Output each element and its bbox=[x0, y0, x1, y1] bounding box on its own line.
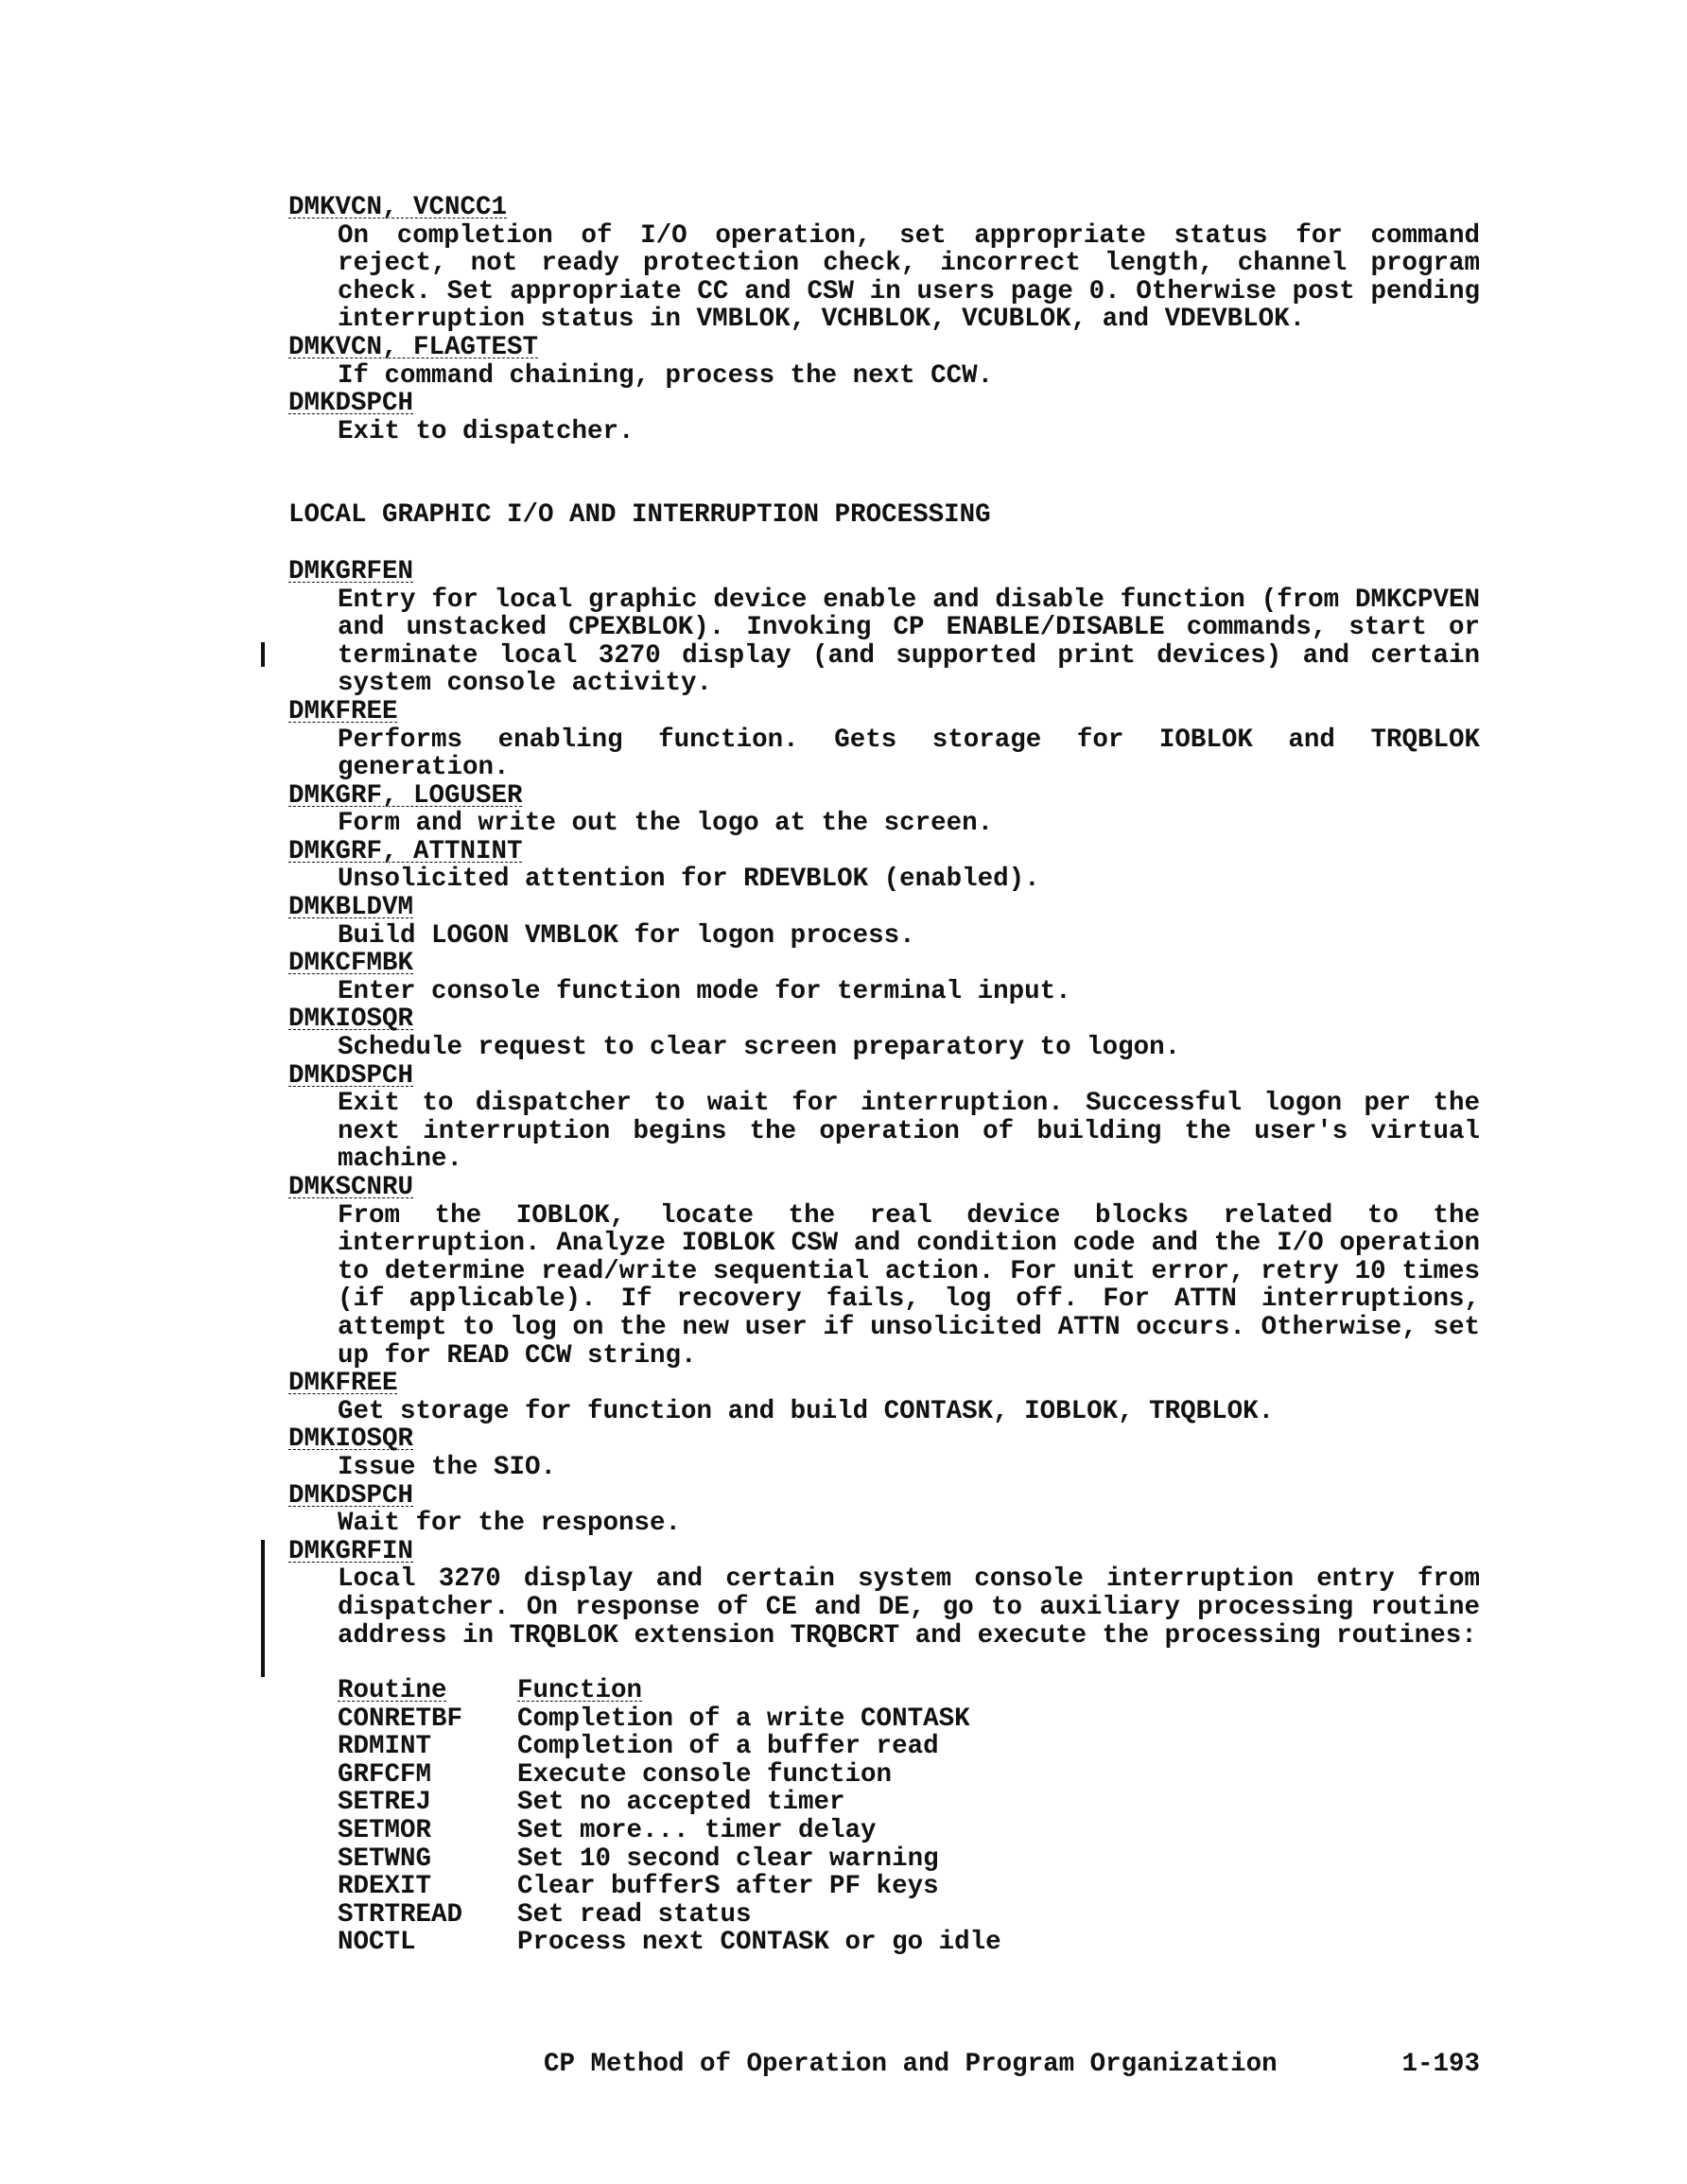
routine-function: Execute console function bbox=[517, 1759, 893, 1790]
routine-function: Set 10 second clear warning bbox=[517, 1843, 939, 1874]
entry-block bbox=[288, 698, 1480, 782]
module-header: DMKVCN, VCNCC1 bbox=[288, 193, 508, 222]
table-row bbox=[338, 1789, 1480, 1817]
routine-function: Process next CONTASK or go idle bbox=[517, 1928, 1001, 1958]
entry-block bbox=[288, 390, 1480, 446]
module-description: Exit to dispatcher. bbox=[338, 416, 635, 446]
entry-block bbox=[288, 782, 1480, 838]
column-header-function: Function bbox=[517, 1676, 643, 1706]
module-description: Form and write out the logo at the screen. bbox=[338, 809, 994, 839]
table-row bbox=[338, 1761, 1480, 1790]
routine-name: SETWNG bbox=[338, 1843, 432, 1874]
entry-block bbox=[288, 558, 1480, 698]
module-header: DMKDSPCH bbox=[288, 389, 414, 419]
page-body bbox=[288, 194, 1480, 1957]
entry-block bbox=[288, 1174, 1480, 1370]
module-description: Entry for local graphic device enable and disable function (from DMKCPVEN and unstacked CPEXBLOK). Invoking CP ENABLE/DISABLE commands, start or terminate local 3270 display (and supported print devices) and certain system console activity. bbox=[338, 585, 1480, 699]
module-header: DMKBLDVM bbox=[288, 893, 414, 923]
module-description: Build LOGON VMBLOK for logon process. bbox=[338, 920, 915, 951]
routine-function: Set read status bbox=[517, 1899, 752, 1930]
module-header: DMKGRFIN bbox=[288, 1536, 414, 1566]
entry-block bbox=[288, 894, 1480, 950]
routine-function: Set no accepted timer bbox=[517, 1788, 845, 1818]
module-header: DMKGRFEN bbox=[288, 556, 414, 586]
routine-name: CONRETBF bbox=[338, 1704, 463, 1734]
module-header: DMKFREE bbox=[288, 696, 398, 726]
routine-function: Completion of a write CONTASK bbox=[517, 1704, 970, 1734]
module-header: DMKCFMBK bbox=[288, 949, 414, 979]
module-description: Enter console function mode for terminal input. bbox=[338, 976, 1071, 1006]
module-description: If command chaining, process the next CCW. bbox=[338, 360, 994, 391]
entry-block bbox=[288, 1538, 1480, 1650]
routine-name: SETMOR bbox=[338, 1816, 432, 1846]
table-row bbox=[338, 1873, 1480, 1901]
footer-title: CP Method of Operation and Program Organization bbox=[544, 2050, 1278, 2079]
module-header: DMKGRF, LOGUSER bbox=[288, 780, 523, 811]
routine-table bbox=[338, 1677, 1480, 1957]
routine-function: Clear bufferS after PF keys bbox=[517, 1872, 939, 1902]
module-header: DMKGRF, ATTNINT bbox=[288, 836, 523, 866]
entry-block bbox=[288, 1005, 1480, 1061]
revision-bar bbox=[261, 1540, 265, 1677]
module-description: From the IOBLOK, locate the real device blocks related to the interruption. Analyze IOBLOK CSW and condition code and the I/O operation to determine read/write sequential action. For unit error, retry 10 times (if applicable). If recovery fails, log off. For ATTN interruptions, attempt to log on the new user if unsolicited ATTN occurs. Otherwise, set up for READ CCW string. bbox=[338, 1200, 1480, 1371]
routine-name: SETREJ bbox=[338, 1788, 432, 1818]
routine-name: NOCTL bbox=[338, 1928, 416, 1958]
page-number: 1-193 bbox=[1401, 2050, 1480, 2079]
entry-block bbox=[288, 1482, 1480, 1538]
entry-block bbox=[288, 1370, 1480, 1425]
routine-name: GRFCFM bbox=[338, 1759, 432, 1790]
entry-block bbox=[288, 838, 1480, 894]
routine-name: STRTREAD bbox=[338, 1899, 463, 1930]
module-header: DMKSCNRU bbox=[288, 1173, 414, 1202]
module-description: Issue the SIO. bbox=[338, 1452, 557, 1482]
module-description: Local 3270 display and certain system console interruption entry from dispatcher. On response of CE and DE, go to auxiliary processing routine address in TRQBLOK extension TRQBCRT and execute the processing routines: bbox=[338, 1564, 1480, 1651]
entry-block bbox=[288, 1062, 1480, 1174]
module-header: DMKFREE bbox=[288, 1369, 398, 1399]
module-header: DMKIOSQR bbox=[288, 1005, 414, 1035]
section-title: LOCAL GRAPHIC I/O AND INTERRUPTION PROCESSING bbox=[288, 500, 991, 531]
module-description: Schedule request to clear screen preparatory to logon. bbox=[338, 1033, 1181, 1063]
module-description: Unsolicited attention for RDEVBLOK (enabled). bbox=[338, 865, 1040, 895]
table-row bbox=[338, 1845, 1480, 1874]
module-description: Performs enabling function. Gets storage for IOBLOK and TRQBLOK generation. bbox=[338, 725, 1480, 783]
module-description: Get storage for function and build CONTASK, IOBLOK, TRQBLOK. bbox=[338, 1396, 1275, 1426]
module-description: Wait for the response. bbox=[338, 1509, 682, 1539]
module-header: DMKVCN, FLAGTEST bbox=[288, 332, 539, 362]
module-header: DMKDSPCH bbox=[288, 1480, 414, 1511]
routine-name: RDMINT bbox=[338, 1732, 432, 1762]
table-row bbox=[338, 1929, 1480, 1957]
entry-block bbox=[288, 334, 1480, 390]
table-row bbox=[338, 1733, 1480, 1761]
entry-block bbox=[288, 194, 1480, 334]
table-row bbox=[338, 1705, 1480, 1734]
routine-name: RDEXIT bbox=[338, 1872, 432, 1902]
entry-block bbox=[288, 950, 1480, 1005]
module-header: DMKDSPCH bbox=[288, 1060, 414, 1091]
entry-block bbox=[288, 1425, 1480, 1481]
routine-function: Set more... timer delay bbox=[517, 1816, 877, 1846]
module-description: On completion of I/O operation, set appropriate status for command reject, not ready protection check, incorrect length, channel program check. Set appropriate CC and CSW in users page 0. Otherwise post pending interruption status in VMBLOK, VCHBLOK, VCUBLOK, and VDEVBLOK. bbox=[338, 220, 1480, 335]
routine-function: Completion of a buffer read bbox=[517, 1732, 939, 1762]
page-footer bbox=[544, 2051, 1480, 2079]
module-description: Exit to dispatcher to wait for interruption. Successful logon per the next interruption begins the operation of building the user's virtual machine. bbox=[338, 1089, 1480, 1175]
table-header-row bbox=[338, 1677, 1480, 1705]
column-header-routine: Routine bbox=[338, 1676, 447, 1706]
table-row bbox=[338, 1817, 1480, 1845]
revision-bar bbox=[261, 642, 265, 667]
module-header: DMKIOSQR bbox=[288, 1424, 414, 1455]
table-row bbox=[338, 1901, 1480, 1930]
